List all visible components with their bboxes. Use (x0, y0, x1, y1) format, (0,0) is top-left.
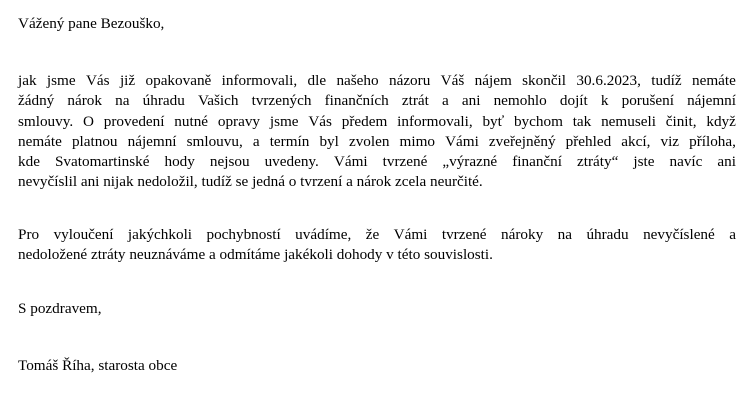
paragraph-line: Pro vyloučení jakýchkoli pochybností uvádíme, že Vámi tvrzené nároky na úhradu nevyčíslené a (18, 226, 736, 243)
letter-closing: S pozdravem, (18, 300, 102, 317)
paragraph-line: žádný nárok na úhradu Vašich tvrzených finančních ztrát a ani nemohlo dojít k porušení nájemní (18, 92, 736, 110)
paragraph-line: kde Svatomartinské hody nejsou uvedeny. Vámi tvrzené „výrazné finanční ztráty“ jste navíc ani (18, 153, 736, 171)
letter-paragraph-2 (18, 225, 736, 266)
paragraph-line: nevyčíslil ani nijak nedoložil, tudíž se jedná o tvrzení a nárok zcela neurčité. (18, 173, 483, 191)
paragraph-line: nedoložené ztráty neuznáváme a odmítáme jakékoli dohody v této souvislosti. (18, 246, 493, 264)
letter-signature: Tomáš Říha, starosta obce (18, 357, 178, 374)
paragraph-line: nemáte platnou nájemní smlouvu, a termín byl zvolen mimo Vámi zveřejněný přehled akcí, viz příloha, (18, 132, 736, 150)
paragraph-line: jak jsme Vás již opakovaně informovali, dle našeho názoru Váš nájem skončil 30.6.2023, tudíž nemáte (18, 72, 736, 89)
letter-paragraph-1 (18, 71, 736, 193)
paragraph-line: smlouvy. O provedení nutné opravy jsme Vás předem informovali, byť bychom tak nemuseli činit, když (18, 112, 736, 130)
letter-greeting: Vážený pane Bezouško, (18, 15, 165, 32)
